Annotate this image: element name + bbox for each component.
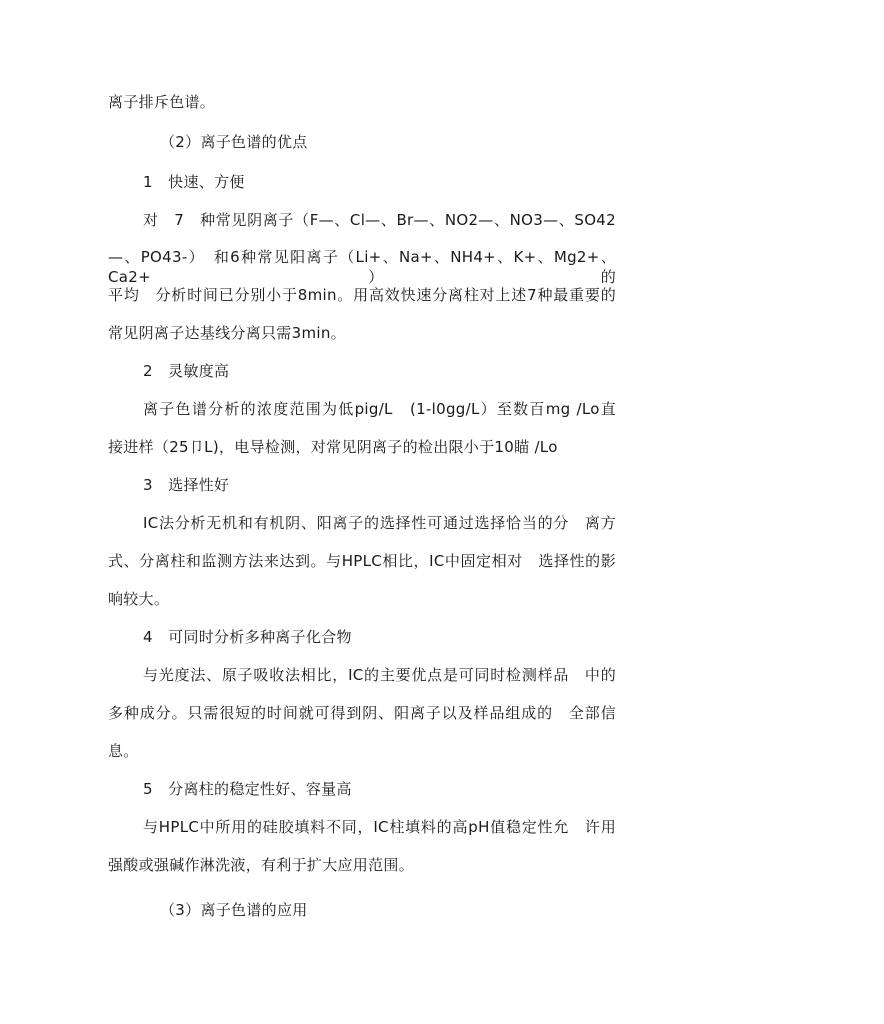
text-line-3-content: —、PO43-） 和6种常见阳离子（Li+、Na+、NH4+、K+、Mg2+、Ca2+）的 (108, 248, 616, 286)
list-item-heading-3: 3 选择性好 (143, 476, 230, 494)
text-line-2 (0, 210, 867, 230)
text-line-6-content: 离子色谱分析的浓度范围为低pig/L (1-l0gg/L）至数百mg /Lo直 (143, 400, 616, 418)
text-line-13: 息。 (108, 742, 139, 760)
text-line-15: 强酸或强碱作淋洗液，有利于扩大应用范围。 (108, 856, 415, 874)
section-heading-applications: （3）离子色谱的应用 (160, 901, 308, 919)
text-line-11 (0, 665, 867, 685)
text-line-8-content: IC法分析无机和有机阴、阳离子的选择性可通过选择恰当的分 离方 (143, 514, 616, 532)
text-line-4 (0, 285, 832, 305)
text-line-12 (0, 703, 832, 723)
list-item-heading-1: 1 快速、方便 (143, 173, 245, 191)
section-heading-advantages: （2）离子色谱的优点 (160, 133, 308, 151)
text-line-12-content: 多种成分。只需很短的时间就可得到阴、阳离子以及样品组成的 全部信 (108, 704, 616, 722)
text-line-7: 接进样（25卩L)，电导检测，对常见阴离子的检出限小于10瞄 /Lo (108, 438, 558, 456)
list-item-heading-5: 5 分离柱的稳定性好、容量高 (143, 780, 352, 798)
list-item-heading-2: 2 灵敏度高 (143, 362, 230, 380)
text-line-5: 常见阴离子达基线分离只需3min。 (108, 324, 346, 342)
text-line-14 (0, 817, 867, 837)
text-line-4-content: 平均 分析时间已分别小于8min。用高效快速分离柱对上述7种最重要的 (108, 286, 616, 304)
text-line-10: 响较大。 (108, 590, 170, 608)
text-line-2-content: 对 7 种常见阴离子（F—、Cl—、Br—、NO2—、NO3—、SO42 (143, 211, 616, 229)
text-line-9-content: 式、分离柱和监测方法来达到。与HPLC相比，IC中固定相对 选择性的影 (108, 552, 616, 570)
text-line-6 (0, 399, 867, 419)
text-line-8 (0, 513, 867, 533)
text-line-1: 离子排斥色谱。 (108, 93, 216, 111)
text-line-3 (0, 247, 832, 286)
text-line-9 (0, 551, 832, 571)
list-item-heading-4: 4 可同时分析多种离子化合物 (143, 628, 352, 646)
text-line-14-content: 与HPLC中所用的硅胶填料不同，IC柱填料的高pH值稳定性允 许用 (143, 818, 616, 836)
text-line-11-content: 与光度法、原子吸收法相比，IC的主要优点是可同时检测样品 中的 (143, 666, 616, 684)
